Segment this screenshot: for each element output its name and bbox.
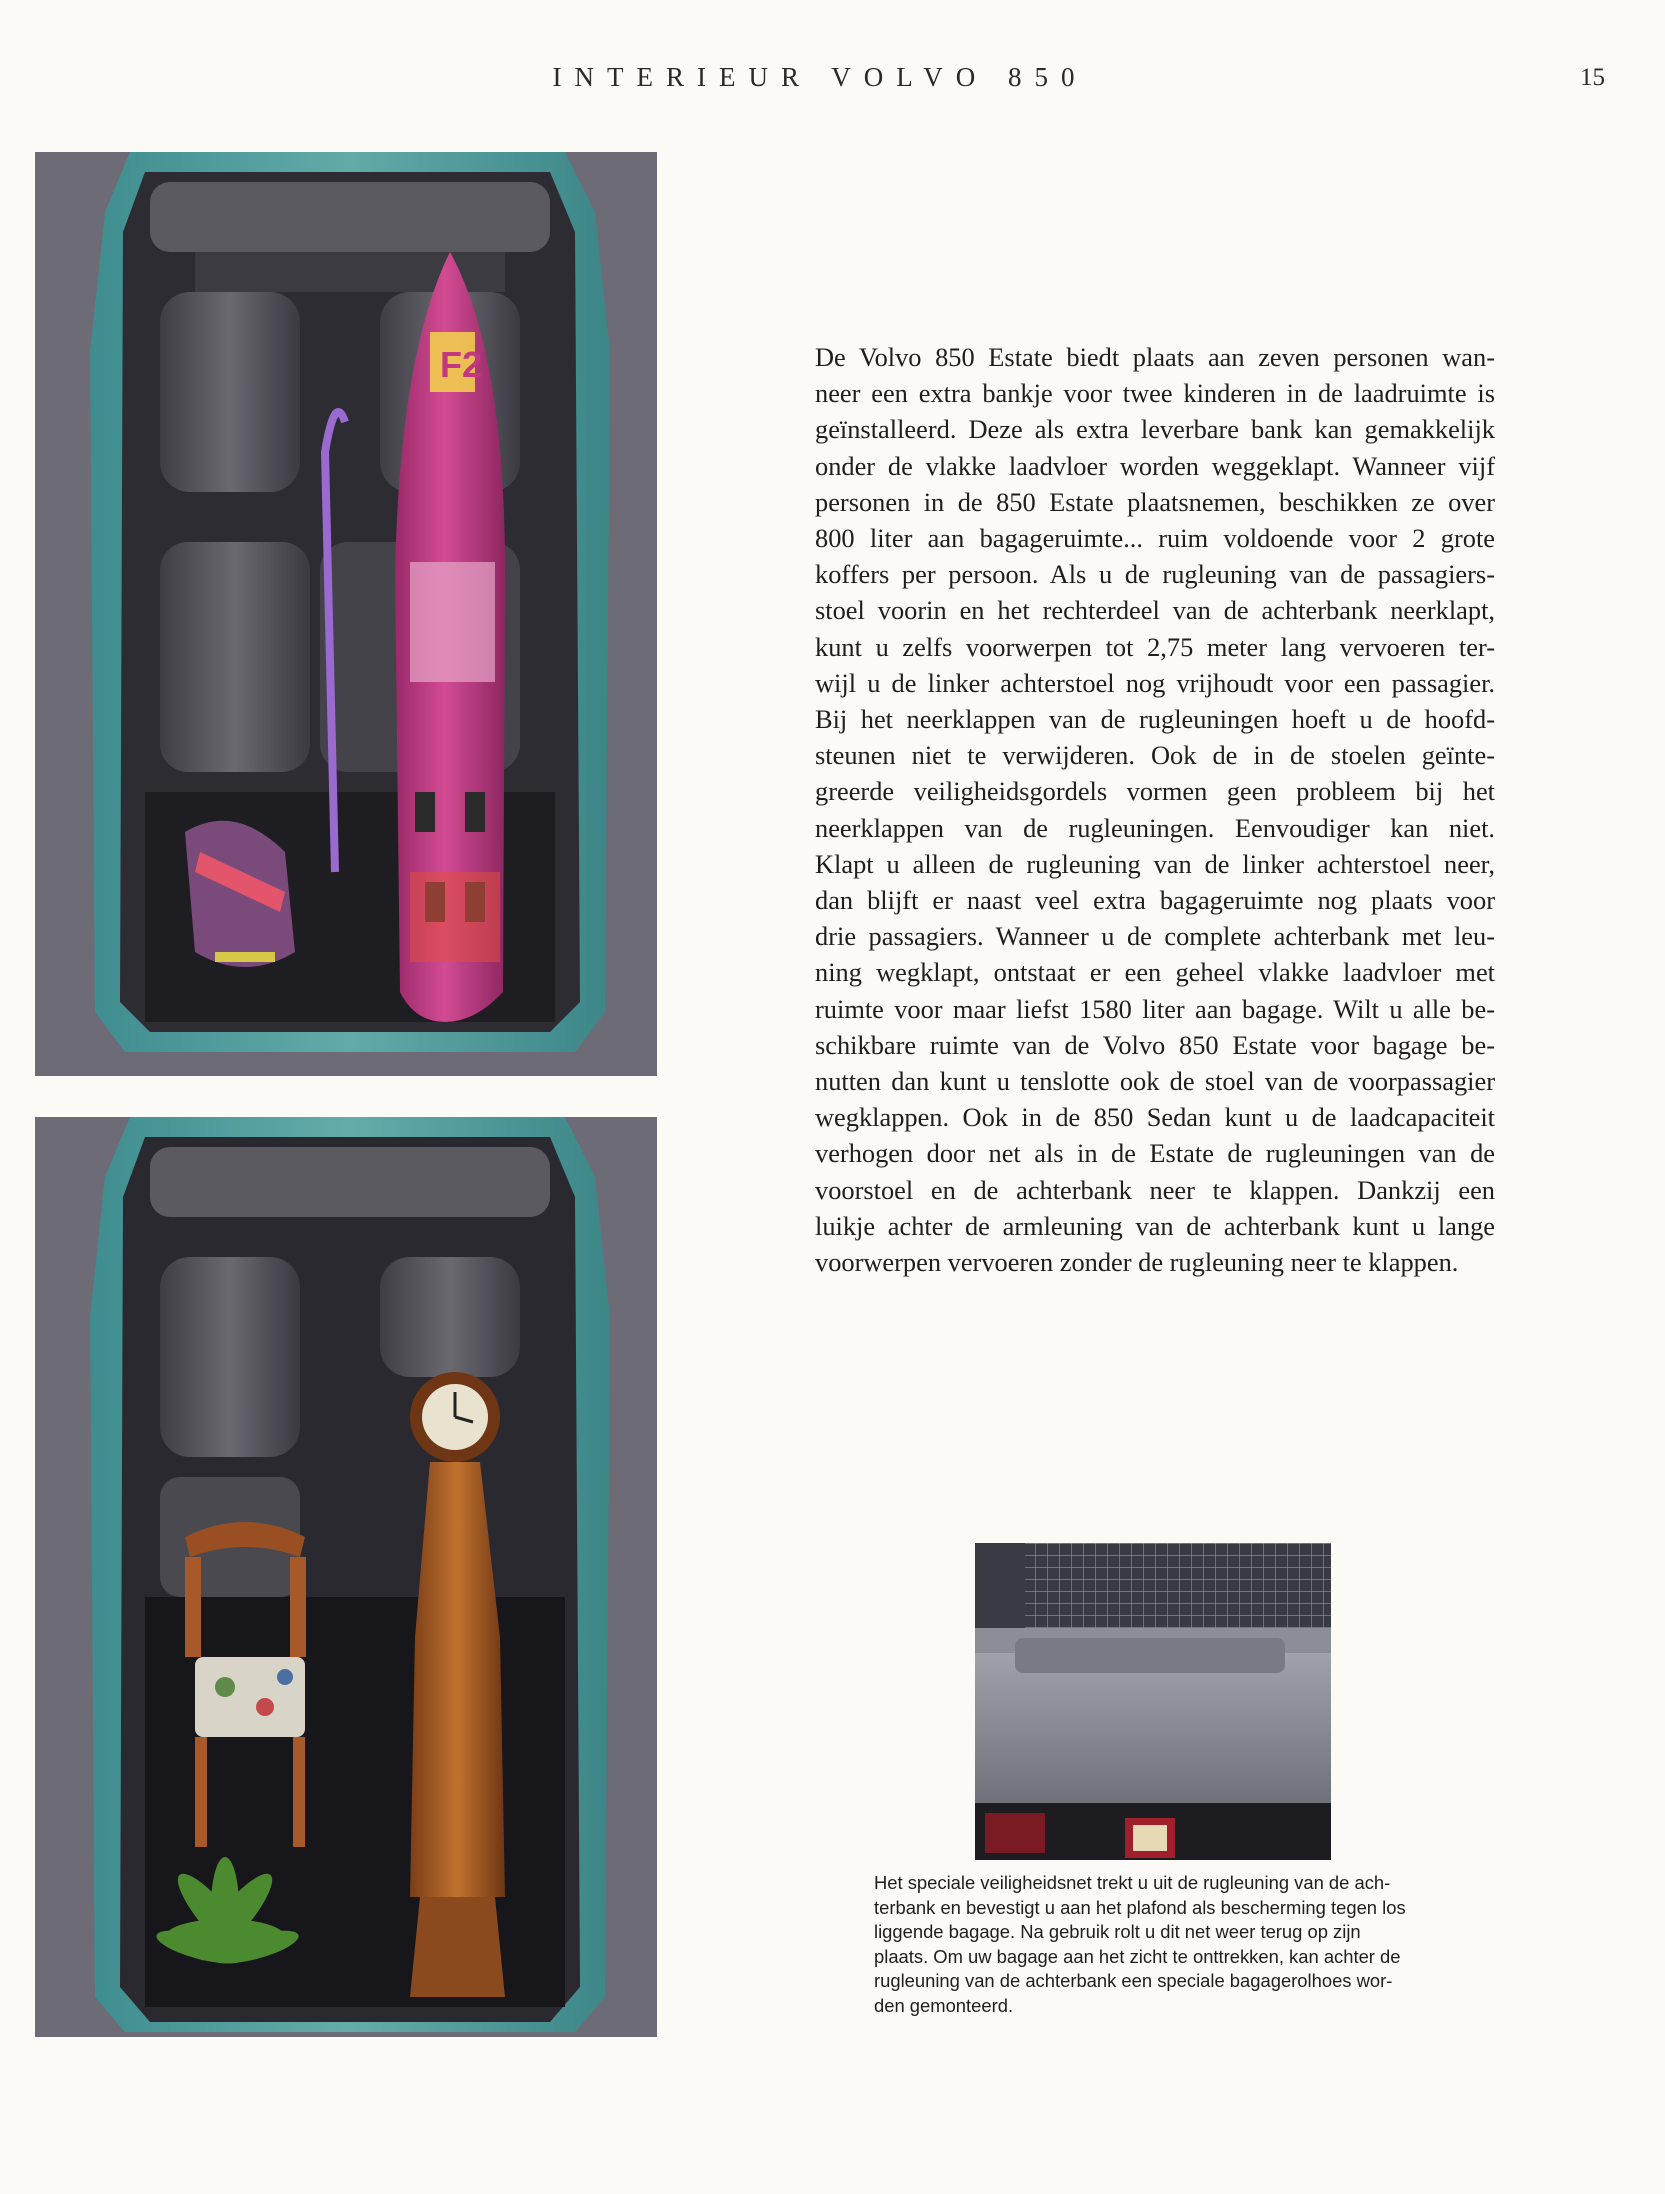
body-line: geïnstalleerd. Deze als extra leverbare bank kan gemakkelijk	[815, 414, 1495, 445]
caption-line: rugleuning van de achterbank een speciale bagagerolhoes wor-	[874, 1970, 1393, 1992]
photo-caption	[874, 1871, 1434, 2019]
caption-line: plaats. Om uw bagage aan het zicht te onttrekken, kan achter de	[874, 1945, 1401, 1967]
svg-text:F2: F2	[440, 344, 483, 385]
body-line: personen in de 850 Estate plaatsnemen, beschikken ze over	[815, 486, 1495, 517]
body-line: drie passagiers. Wanneer u de complete achterbank met leu-	[815, 921, 1495, 952]
body-line: verhogen door net als in de Estate de rugleuningen van de	[815, 1138, 1495, 1169]
photo-safety-net	[975, 1543, 1331, 1860]
body-line: ruimte voor maar liefst 1580 liter aan bagage. Wilt u alle be-	[815, 993, 1495, 1024]
body-text	[815, 339, 1495, 1280]
body-line: koffers per persoon. Als u de rugleuning van de passagiers-	[815, 559, 1495, 590]
body-line: stoel voorin en het rechterdeel van de achterbank neerklapt,	[815, 595, 1495, 626]
body-line: neerklappen van de rugleuningen. Eenvoudiger kan niet.	[815, 812, 1495, 843]
caption-line: liggende bagage. Na gebruik rolt u dit net weer terug op zijn	[874, 1921, 1361, 1943]
body-line: neer een extra bankje voor twee kinderen in de laadruimte is	[815, 378, 1495, 409]
car-furniture-illustration	[35, 1117, 657, 2037]
body-line: luikje achter de armleuning van de achterbank kunt u lange	[815, 1210, 1495, 1241]
body-line: Klapt u alleen de rugleuning van de linker achterstoel neer,	[815, 848, 1495, 879]
caption-line: Het speciale veiligheidsnet trekt u uit de rugleuning van de ach-	[874, 1872, 1391, 1893]
body-line: dan blijft er naast veel extra bagageruimte nog plaats voor	[815, 885, 1495, 916]
body-line: wegklappen. Ook in de 850 Sedan kunt u de laadcapaciteit	[815, 1102, 1495, 1133]
body-line: greerde veiligheidsgordels vormen geen probleem bij het	[815, 776, 1495, 807]
body-line: De Volvo 850 Estate biedt plaats aan zeven personen wan-	[815, 342, 1495, 372]
body-line: onder de vlakke laadvloer worden weggeklapt. Wanneer vijf	[815, 450, 1495, 481]
photo-car-interior-windsurfboard	[35, 152, 657, 1076]
car-windsurfboard-illustration	[35, 152, 657, 1076]
body-line: schikbare ruimte van de Volvo 850 Estate voor bagage be-	[815, 1029, 1495, 1060]
body-line: wijl u de linker achterstoel nog vrijhoudt voor een passagier.	[815, 667, 1495, 698]
body-line: voorwerpen vervoeren zonder de rugleuning neer te klappen.	[815, 1247, 1459, 1278]
caption-line: terbank en bevestigt u aan het plafond als bescherming tegen los	[874, 1896, 1406, 1918]
page-header-title: INTERIEUR VOLVO 850	[552, 62, 1088, 92]
body-line: Bij het neerklappen van de rugleuningen hoeft u de hoofd-	[815, 704, 1495, 735]
photo-car-interior-furniture	[35, 1117, 657, 2037]
body-line: kunt u zelfs voorwerpen tot 2,75 meter lang vervoeren ter-	[815, 631, 1495, 662]
page-number: 15	[1580, 64, 1605, 91]
body-line: ning wegklapt, ontstaat er een geheel vlakke laadvloer met	[815, 957, 1495, 988]
body-line: voorstoel en de achterbank neer te klappen. Dankzij een	[815, 1174, 1495, 1205]
body-line: nutten dan kunt u tenslotte ook de stoel van de voorpassagier	[815, 1066, 1495, 1097]
safety-net-illustration	[975, 1543, 1331, 1860]
body-line: 800 liter aan bagageruimte... ruim voldoende voor 2 grote	[815, 523, 1495, 554]
body-line: steunen niet te verwijderen. Ook de in de stoelen geïnte-	[815, 740, 1495, 771]
caption-line: den gemonteerd.	[874, 1994, 1014, 2016]
